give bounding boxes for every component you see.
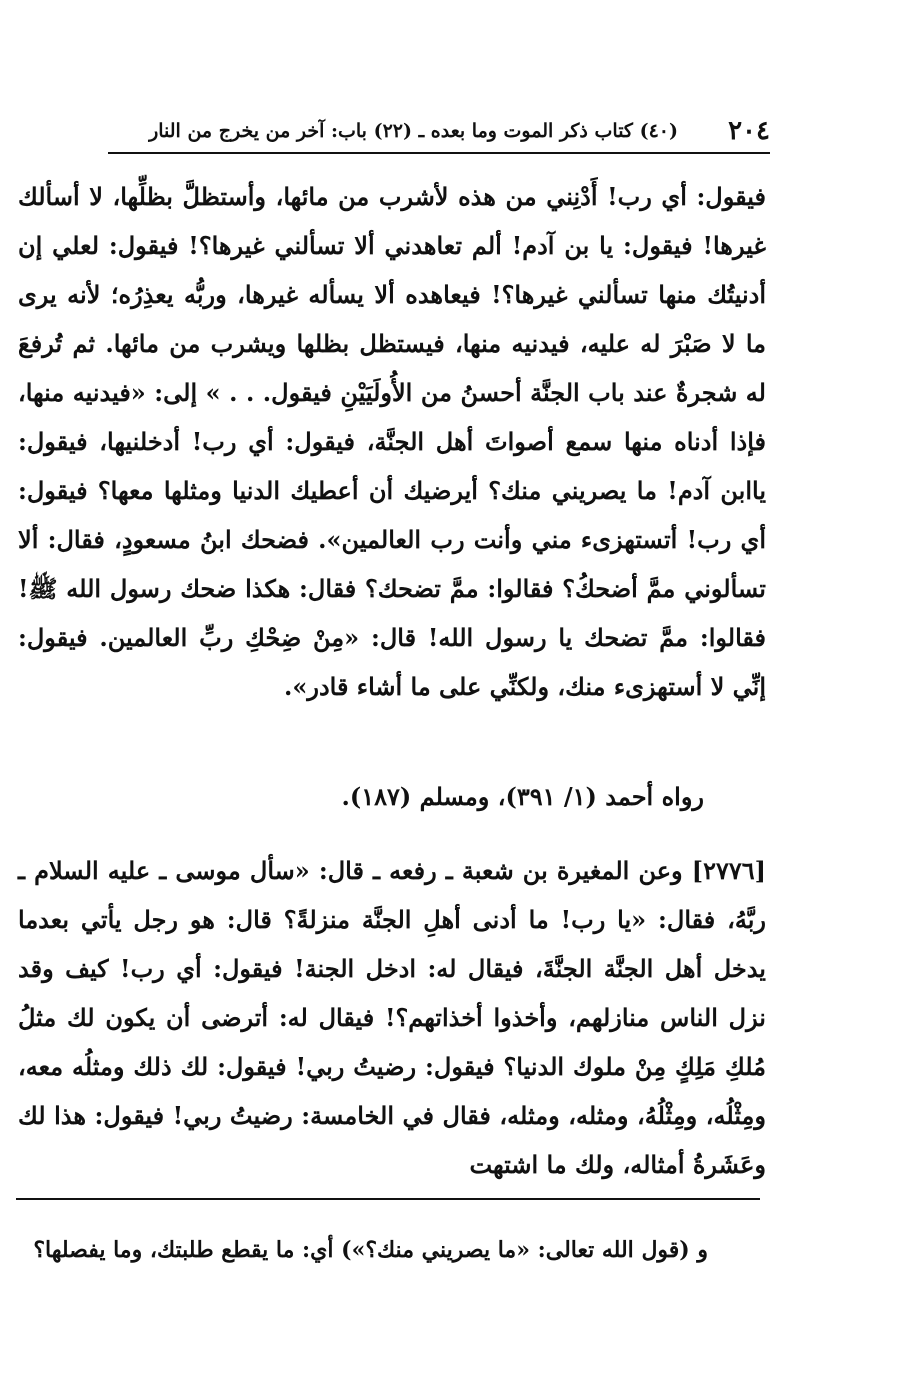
page-number: ٢٠٤ [728, 116, 770, 146]
page-header [108, 112, 770, 152]
footnote-divider [16, 1198, 760, 1200]
continuation-paragraph: فيقول: أي رب! أَدْنِني من هذه لأشرب من مائها، وأستظلَّ بظلِّها، لا أسألك غيرها! فيقول: يا بن آدم! ألم تعاهدني ألا تسألني غيرها؟! فيقول: لعلي إن أدنيتُك منها تسألني غيرها؟! فيعاهده ألا يسأله غيرها، وربُّه يعذِرُه؛ لأنه يرى ما لا صَبْرَ له عليه، فيدنيه منها، فيستظل بظلها ويشرب من مائها. ثم تُرفعَ له شجرةٌ عند باب الجنَّة أحسنُ من الأُولَيَيْنِ فيقول. . . » إلى: «فيدنيه منها، فإذا أدناه منها سمع أصواتَ أهل الجنَّة، فيقول: أي رب! أدخلنيها، فيقول: ياابن آدم! ما يصريني منك؟ أيرضيك أن أعطيك الدنيا ومثلها معها؟ فيقول: أي رب! أتستهزىء مني وأنت رب العالمين». فضحك ابنُ مسعودٍ، فقال: ألا تسألوني ممَّ أضحكُ؟ فقالوا: ممَّ تضحك؟ فقال: هكذا ضحك رسول الله ﷺ! فقالوا: ممَّ تضحك يا رسول الله! قال: «مِنْ ضِحْكِ ربِّ العالمين. فيقول: إنِّي لا أستهزىء منك، ولكنِّي على ما أشاء قادر». [18, 182, 767, 701]
footnote: و (قول الله تعالى: «ما يصريني منك؟») أي: ما يقطع طلبتك، وما يفصلها؟ [33, 1237, 708, 1263]
hadith-paragraph: [٢٧٧٦] وعن المغيرة بن شعبة ـ رفعه ـ قال: «سأل موسى ـ عليه السلام ـ ربَّهُ، فقال: «يا رب! ما أدنى أهلِ الجنَّة منزلةً؟ قال: هو رجل يأتي بعدما يدخل أهل الجنَّة الجنَّةَ، فيقال له: ادخل الجنة! فيقول: أي رب! كيف وقد نزل الناس منازلهم، وأخذوا أخذاتهم؟! فيقال له: أترضى أن يكون لك مثلُ مُلكِ مَلِكٍ مِنْ ملوك الدنيا؟ فيقول: رضيتُ ربي! فيقول: لك ذلك ومثلُه معه، ومِثْلُه، ومِثْلُهُ، ومثله، ومثله، فقال في الخامسة: رضيتُ ربي! فيقول: هذا لك وعَشَرةُ أمثاله، ولك ما اشتهت [18, 856, 766, 1179]
citation-line: رواه أحمد (١/ ٣٩١)، ومسلم (١٨٧). [341, 782, 704, 811]
running-title: (٤٠) كتاب ذكر الموت وما بعده ـ (٢٢) باب: آخر من يخرج من النار [149, 120, 678, 142]
header-divider [108, 152, 770, 154]
